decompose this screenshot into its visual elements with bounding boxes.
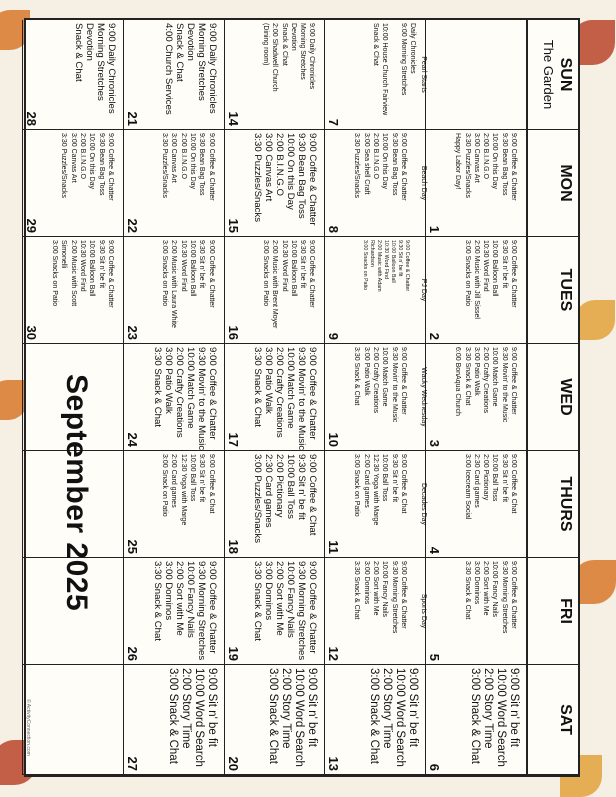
day-cell <box>123 237 224 344</box>
activity-item: 10:00 Match Game <box>184 347 196 429</box>
activity-item <box>389 23 398 115</box>
day-cell <box>425 665 526 775</box>
day-subtitle: The Garden <box>541 39 556 110</box>
activity-item: 3:00 Snacks on Patio <box>463 240 471 307</box>
day-theme: PJ Day <box>420 278 428 302</box>
activity-item: 3:00 Canvas Art <box>69 133 77 183</box>
activity-item: 3:00 Dominos <box>362 561 370 605</box>
activity-item: 9:30 Movin' to the Music <box>296 347 308 451</box>
activity-item: Daily Chronicles <box>409 23 417 74</box>
day-cell <box>425 237 526 344</box>
activity-item: Devotion <box>83 23 95 61</box>
activity-item: 9:00 Coffee & Chatter <box>308 240 316 308</box>
day-header-fri <box>526 558 578 665</box>
date-number: 18 <box>225 539 241 554</box>
date-number: 25 <box>124 539 140 554</box>
activity-item: 3:00 Snack & Chat <box>166 668 179 764</box>
activity-item: 9:00 Coffee & Chatter <box>404 240 411 292</box>
activity-item: 3:00 Snack on Patio <box>353 454 361 517</box>
day-name: MON <box>557 164 574 202</box>
activity-item: 3:00 Sea shell Craft <box>362 133 370 195</box>
day-cell <box>324 237 428 344</box>
activity-item: 9:30 Sit n' be fit <box>390 454 398 503</box>
day-cell <box>123 665 224 775</box>
activity-item: (Dining room) <box>261 23 269 66</box>
day-theme: Decades Day <box>420 482 428 526</box>
activity-item: 2:00 Music with Adam <box>375 240 382 292</box>
date-number: 22 <box>124 218 140 233</box>
date-number: 19 <box>225 646 241 661</box>
activity-item: 2:00 Crafty Creations <box>372 347 380 414</box>
activity-list <box>360 240 417 329</box>
activity-item: 10:00 House Church Fairview <box>381 23 389 116</box>
activity-item: 9:00 Coffee & Chat <box>207 454 215 514</box>
day-cell <box>123 130 224 237</box>
activity-item: 9:30 Bean Bag Toss <box>390 133 398 196</box>
activity-list <box>50 240 115 329</box>
activity-list <box>160 240 216 329</box>
activity-item: 9:30 Sit n' be fit <box>397 240 404 277</box>
day-theme: Pearl Starts <box>420 56 428 93</box>
activity-item: 2:00 Story Time <box>280 668 293 749</box>
activity-item: 2:00 Music with Laura White <box>170 240 178 328</box>
activity-item: 10:00 Ball Toss <box>285 454 297 519</box>
activity-item: 3:30 Puzzles/Snacks <box>353 133 361 198</box>
activity-item: 12:30 Yoga with Marge <box>372 454 380 526</box>
activity-item: 3:00 Snacks on Patio <box>361 240 368 291</box>
day-name: TUES <box>557 268 574 312</box>
activity-list <box>462 454 518 543</box>
activity-list <box>151 347 218 451</box>
activity-list <box>453 133 518 222</box>
day-header-tues <box>526 237 578 344</box>
day-cell <box>324 558 428 665</box>
activity-item: 3:00 Snack & Chat <box>267 668 280 764</box>
day-cell <box>425 451 526 558</box>
activity-item: 2:00 Crafty Creations <box>173 347 185 438</box>
activity-item: 9:30 Movin' to the Music <box>500 347 508 423</box>
activity-item: Richardson <box>368 240 375 267</box>
activity-item: 10:00 Balloon Ball <box>289 240 297 297</box>
activity-item: 9:00 Coffee & Chatter <box>510 240 517 308</box>
activity-item: 9:00 Coffee & Chatter <box>510 347 517 415</box>
activity-item: 12:30 Yoga with Marge <box>179 454 187 526</box>
activity-list <box>261 23 317 115</box>
date-number: 14 <box>225 111 241 126</box>
day-cell <box>324 451 428 558</box>
date-number: 7 <box>326 118 342 126</box>
activity-item: 9:00 Coffee & Chatter <box>307 133 319 226</box>
activity-item: 10:00 Match Game <box>381 347 389 407</box>
activity-item: 9:00 Coffee & Chatter <box>106 133 114 201</box>
day-theme: Sports Day <box>420 593 428 629</box>
activity-item: 9:00 Coffee & Chat <box>307 454 319 536</box>
date-number: 4 <box>427 546 443 554</box>
activity-item: 2:00 Pictionary <box>482 454 490 501</box>
date-number: 13 <box>326 756 342 771</box>
activity-item: 3:00 Canvas Art <box>263 133 275 202</box>
activity-item: 3:00 Icecream Social <box>463 454 471 520</box>
activity-item: 10:00 Ball Toss <box>189 454 197 502</box>
date-number: 26 <box>124 646 140 661</box>
activity-item: 2:00 B.I.N.G.O <box>78 133 86 179</box>
activity-item: 3:30 Snack & Chat <box>463 347 471 406</box>
activity-list <box>352 133 417 222</box>
date-number: 23 <box>124 325 140 340</box>
date-number: 5 <box>427 653 443 661</box>
day-name: SAT <box>557 704 574 735</box>
day-cell <box>224 130 325 237</box>
activity-item: Devotion <box>184 23 196 61</box>
activity-item: 10:30 Word Find <box>382 240 389 280</box>
date-number: 11 <box>326 540 342 554</box>
activity-item: 3:30 Puzzles/Snacks <box>252 133 264 223</box>
activity-item: 10:00 Word Search <box>192 668 205 767</box>
activity-item: Happy Labor Day! <box>454 133 462 190</box>
activity-item: 2:00 Sort with Me <box>372 561 380 616</box>
activity-item: 3:30 Snack & Chat <box>463 561 471 620</box>
activity-list <box>160 133 216 222</box>
activity-list <box>367 668 420 767</box>
activity-item: 3:00 Patio Walk <box>162 347 174 414</box>
activity-item: 9:00 Coffee & Chatter <box>307 347 319 440</box>
activity-item: Morning Stretches <box>299 23 307 80</box>
activity-item: 9:00 Coffee & Chat <box>510 454 517 514</box>
day-cell <box>22 130 123 237</box>
activity-list <box>371 23 417 115</box>
activity-item: 10:30 Word Find <box>179 240 187 292</box>
activity-list <box>352 347 417 436</box>
activity-item: 9:00 Coffee & Chatter <box>399 347 407 415</box>
activity-item: 3:30 Snack & Chat <box>353 347 361 406</box>
activity-item: 2:00 Card games <box>170 454 178 508</box>
activity-item: 3:00 Canvas Art <box>472 133 480 183</box>
activity-item: 3:30 Puzzles/Snacks <box>60 133 68 198</box>
activity-item: 9:30 Sit n' be fit <box>500 240 508 289</box>
activity-item: 2:30 Card games <box>472 454 480 508</box>
day-cell <box>425 558 526 665</box>
day-cell <box>22 20 123 130</box>
activity-item: 3:00 Patio Walk <box>362 347 370 396</box>
activity-item: 9:00 Daily Chronicles <box>206 23 218 114</box>
activity-item: 9:30 Sit n' be fit <box>500 454 508 503</box>
day-cell <box>324 130 428 237</box>
activity-list <box>160 454 216 543</box>
date-number: 29 <box>24 218 40 233</box>
activity-item: Snack & Chat <box>72 23 84 82</box>
activity-list <box>462 240 518 329</box>
day-header-mon <box>526 130 578 237</box>
activity-item: Devotion <box>289 23 297 51</box>
activity-list <box>261 240 317 329</box>
activity-item: 3:00 Dominos <box>162 561 174 621</box>
date-number: 20 <box>225 756 241 771</box>
activity-item <box>408 133 417 222</box>
activity-item: 2:00 B.I.N.G.O <box>372 133 380 179</box>
activity-item: 2:00 Story Time <box>381 668 394 749</box>
day-cell <box>224 451 325 558</box>
activity-item: 3:00 Snack & Chat <box>469 668 481 764</box>
activity-item: 10:00 Match Game <box>491 347 499 407</box>
day-header-sat <box>526 665 578 775</box>
activity-item: 10:00 Fancy Nails <box>381 561 389 618</box>
activity-item: 3:00 Snacks on Patio <box>51 240 59 307</box>
activity-item: 9:00 Coffee & Chatter <box>206 561 218 654</box>
date-number: 30 <box>24 325 40 340</box>
activity-item: Snack & Chat <box>173 23 185 82</box>
activity-list <box>163 23 218 115</box>
activity-item: 9:00 Coffee & Chatter <box>207 240 215 308</box>
activity-item: 3:00 Snacks on Patio <box>161 240 169 307</box>
activity-item: 9:00 Coffee & Chatter <box>399 133 407 201</box>
activity-item: 9:00 Coffee & Chatter <box>510 561 517 629</box>
date-number: 1 <box>427 225 443 233</box>
activity-item: 9:30 Sit n' be fit <box>296 454 308 520</box>
day-cell <box>224 20 325 130</box>
activity-list <box>266 668 319 767</box>
day-cell <box>425 20 526 130</box>
activity-item: 10:00 Balloon Ball <box>491 240 499 297</box>
activity-item: 2:00 B.I.N.G.O <box>274 133 286 196</box>
activity-list <box>252 347 319 451</box>
copyright-text: © ActivityConnection.com <box>25 699 31 756</box>
activity-item: 10:00 On this Day <box>381 133 389 190</box>
activity-item: Morning Stretches <box>94 23 106 101</box>
activity-item: 9:00 Coffee & Chatter <box>106 240 114 308</box>
day-name: WED <box>557 378 574 416</box>
activity-item: 9:30 Bean Bag Toss <box>97 133 105 196</box>
activity-list <box>151 561 218 661</box>
activity-item: 3:30 Puzzles/Snacks <box>161 133 169 198</box>
activity-item: 9:00 Daily Chronicles <box>308 23 316 90</box>
activity-item: 10:00 Balloon Ball <box>88 240 96 297</box>
day-cell <box>324 665 425 775</box>
activity-item: 9:00 Sit n' be fit <box>306 668 319 747</box>
date-number: 15 <box>225 218 241 233</box>
day-cell <box>123 451 224 558</box>
activity-item: 10:00 Fancy Nails <box>491 561 499 618</box>
activity-item: 10:00 On this Day <box>88 133 96 190</box>
activity-item: 3:00 Patio Walk <box>472 347 480 396</box>
activity-item: 2:30 Card games <box>263 454 275 528</box>
day-theme: Beach Day <box>420 165 428 201</box>
activity-item: 10:00 Fancy Nails <box>184 561 196 638</box>
day-cell <box>123 344 224 451</box>
activity-list <box>453 347 518 436</box>
activity-item: 3:00 Patio Walk <box>263 347 275 414</box>
activity-item: 3:30 Snack & Chat <box>151 561 163 641</box>
activity-item: Snack & Chat <box>280 23 288 66</box>
activity-item: 9:30 Morning Stretches <box>390 561 398 634</box>
activity-item: 9:00 Coffee & Chatter <box>307 561 319 654</box>
activity-item: 2:00 Music with Scott <box>69 240 77 307</box>
activity-item: 2:00 Sort with Me <box>274 561 286 636</box>
activity-item: 3:00 Snack & Chat <box>368 668 381 764</box>
activity-item: 3:00 Snack on Patio <box>161 454 169 517</box>
activity-item: 9:30 Morning Stretches <box>195 561 207 661</box>
day-header-thurs <box>526 451 578 558</box>
activity-item: 10:00 On this Day <box>285 133 297 210</box>
activity-item: 3:00 Dominos <box>263 561 275 621</box>
activity-item: 2:00 Sort with Me <box>173 561 185 636</box>
activity-list <box>59 133 115 222</box>
date-number: 16 <box>225 325 241 340</box>
activity-item: Simonelli <box>60 240 68 269</box>
activity-item: 2:00 Story Time <box>482 668 494 749</box>
day-cell <box>324 344 428 451</box>
activity-item: 3:30 Snack & Chat <box>252 347 264 427</box>
date-number: 17 <box>225 432 241 447</box>
day-theme: Wacky Wednesday <box>420 367 428 427</box>
date-number: 12 <box>326 646 342 661</box>
day-name: THURS <box>557 476 574 532</box>
activity-item: 10:00 Word Search <box>394 668 407 767</box>
activity-item <box>408 561 417 650</box>
day-cell <box>324 20 428 130</box>
day-cell <box>425 130 526 237</box>
day-cell <box>22 237 123 344</box>
month-title: September 2025 <box>59 374 93 612</box>
activity-item: 2:00 Sort with Me <box>482 561 490 616</box>
activity-item: 9:30 Bean Bag Toss <box>296 133 308 219</box>
day-header-wed <box>526 344 578 451</box>
activity-item <box>408 454 417 543</box>
activity-item: 9:30 Morning Stretches <box>500 561 508 634</box>
day-cell <box>425 344 526 451</box>
day-header-sun <box>526 20 578 130</box>
day-name: SUN <box>557 57 574 92</box>
day-cell <box>224 558 325 665</box>
activity-item: 10:00 Word Search <box>293 668 306 767</box>
date-number: 3 <box>427 439 443 447</box>
activity-item: 3:00 Snacks on Patio <box>261 240 269 307</box>
day-cell <box>224 237 325 344</box>
date-number: 10 <box>326 432 342 447</box>
activity-item: 9:30 Sit n' be fit <box>97 240 105 289</box>
activity-item: 10:30 Word Find <box>280 240 288 292</box>
activity-item: 2:00 Crafty Creations <box>274 347 286 438</box>
activity-item: 9:30 Sit n' be fit <box>198 240 206 289</box>
activity-item: 9:00 Coffee & Chatter <box>510 133 517 201</box>
activity-item: 10:00 Word Search <box>495 668 507 767</box>
date-number: 27 <box>124 756 140 771</box>
activity-item: 9:30 Movin' to the Music <box>390 347 398 423</box>
day-cell <box>224 344 325 451</box>
activity-item: Morning Stretches <box>195 23 207 101</box>
activity-item: 9:00 Sit n' be fit <box>205 668 218 747</box>
date-number: 28 <box>24 111 40 126</box>
day-cell <box>224 665 325 775</box>
activity-item <box>408 347 417 436</box>
activity-list <box>462 561 518 650</box>
activity-item <box>410 240 417 329</box>
activity-item: 9:00 Sit n' be fit <box>407 668 420 747</box>
activity-item: 3:30 Snack & Chat <box>151 347 163 427</box>
activity-item: 9:30 Sit n' be fit <box>198 454 206 503</box>
activity-item: 9:00 Coffee & Chatter <box>206 347 218 440</box>
day-name: FRI <box>557 598 574 624</box>
activity-item: 3:00 Canvas Art <box>170 133 178 183</box>
activity-item: 10:30 Word Find <box>482 240 490 292</box>
activity-item: 10:00 Ball Toss <box>491 454 499 502</box>
day-cell <box>22 665 123 775</box>
activity-item: 10:30 Word Find <box>78 240 86 292</box>
date-number: 9 <box>326 332 342 340</box>
activity-list <box>352 561 417 650</box>
activity-item: 2:00 B.I.N.G.O <box>179 133 187 179</box>
activity-item: 3:00 Dominos <box>472 561 480 605</box>
activity-item: 2:00 Card games <box>362 454 370 508</box>
activity-list <box>252 561 319 661</box>
activity-item: 9:00 Morning Stretches <box>399 23 407 96</box>
activity-item: 10:00 On this Day <box>189 133 197 190</box>
activity-item: 10:00 Match Game <box>285 347 297 429</box>
activity-list <box>468 668 520 767</box>
activity-item: 10:00 Balloon Ball <box>189 240 197 297</box>
activity-item: 10:00 Ball Toss <box>381 454 389 502</box>
activity-item: 2:00 B.I.N.G.O <box>482 133 490 179</box>
activity-list <box>352 454 417 543</box>
activity-item: 9:00 Sit n' be fit <box>508 668 520 747</box>
activity-item: 3:00 Puzzles/Snacks <box>252 454 264 544</box>
activity-item: 9:30 Movin' to the Music <box>195 347 207 451</box>
activity-list <box>252 454 318 543</box>
activity-item: 3:30 Snack & Chat <box>252 561 264 641</box>
date-number: 2 <box>427 332 443 340</box>
date-number: 24 <box>124 432 140 447</box>
activity-item: 9:00 Coffee & Chatter <box>207 133 215 201</box>
activity-item: 2:00 Pictionary <box>274 454 286 518</box>
activity-item: 9:00 Daily Chronicles <box>105 23 117 114</box>
activity-item: 6:00 BonAqua Church <box>454 347 462 416</box>
activity-item: 9:00 Coffee & Chatter <box>399 561 407 629</box>
activity-item: 2:00 Story Time <box>179 668 192 749</box>
activity-item: 9:30 Morning Stretches <box>296 561 308 661</box>
calendar-grid <box>24 18 580 777</box>
activity-item: 10:00 On this Day <box>491 133 499 190</box>
date-number: 8 <box>326 225 342 233</box>
date-number: 6 <box>427 763 443 771</box>
activity-item: 3:30 Snack & Chat <box>353 561 361 620</box>
activity-item: 4:00 Church Services <box>162 23 174 115</box>
date-number: 21 <box>124 111 140 126</box>
activity-item: 9:30 Sit n' be fit <box>299 240 307 289</box>
activity-item: 2:00 Music with Brent Moyer <box>271 240 279 329</box>
activity-item: 3:30 Puzzles/Snacks <box>463 133 471 198</box>
activity-item: 9:30 Bean Bag Toss <box>198 133 206 196</box>
day-cell <box>123 558 224 665</box>
activity-item: Snack & Chat <box>372 23 380 66</box>
activity-item: 2:00 Crafty Creations <box>482 347 490 414</box>
activity-item: 2:00 Shadwell Church <box>271 23 279 92</box>
activity-list <box>73 23 117 115</box>
activity-list <box>252 133 319 226</box>
activity-item: 9:00 Coffee & Chat <box>399 454 407 514</box>
day-cell <box>123 20 224 130</box>
activity-item: 2:00 Music with Jill Sissel <box>472 240 480 319</box>
activity-item: 10:00 Fancy Nails <box>285 561 297 638</box>
activity-item: 9:30 Bean Bag Toss <box>500 133 508 196</box>
activity-item: 10:00 Balloon Ball <box>389 240 396 283</box>
activity-list <box>166 668 218 767</box>
